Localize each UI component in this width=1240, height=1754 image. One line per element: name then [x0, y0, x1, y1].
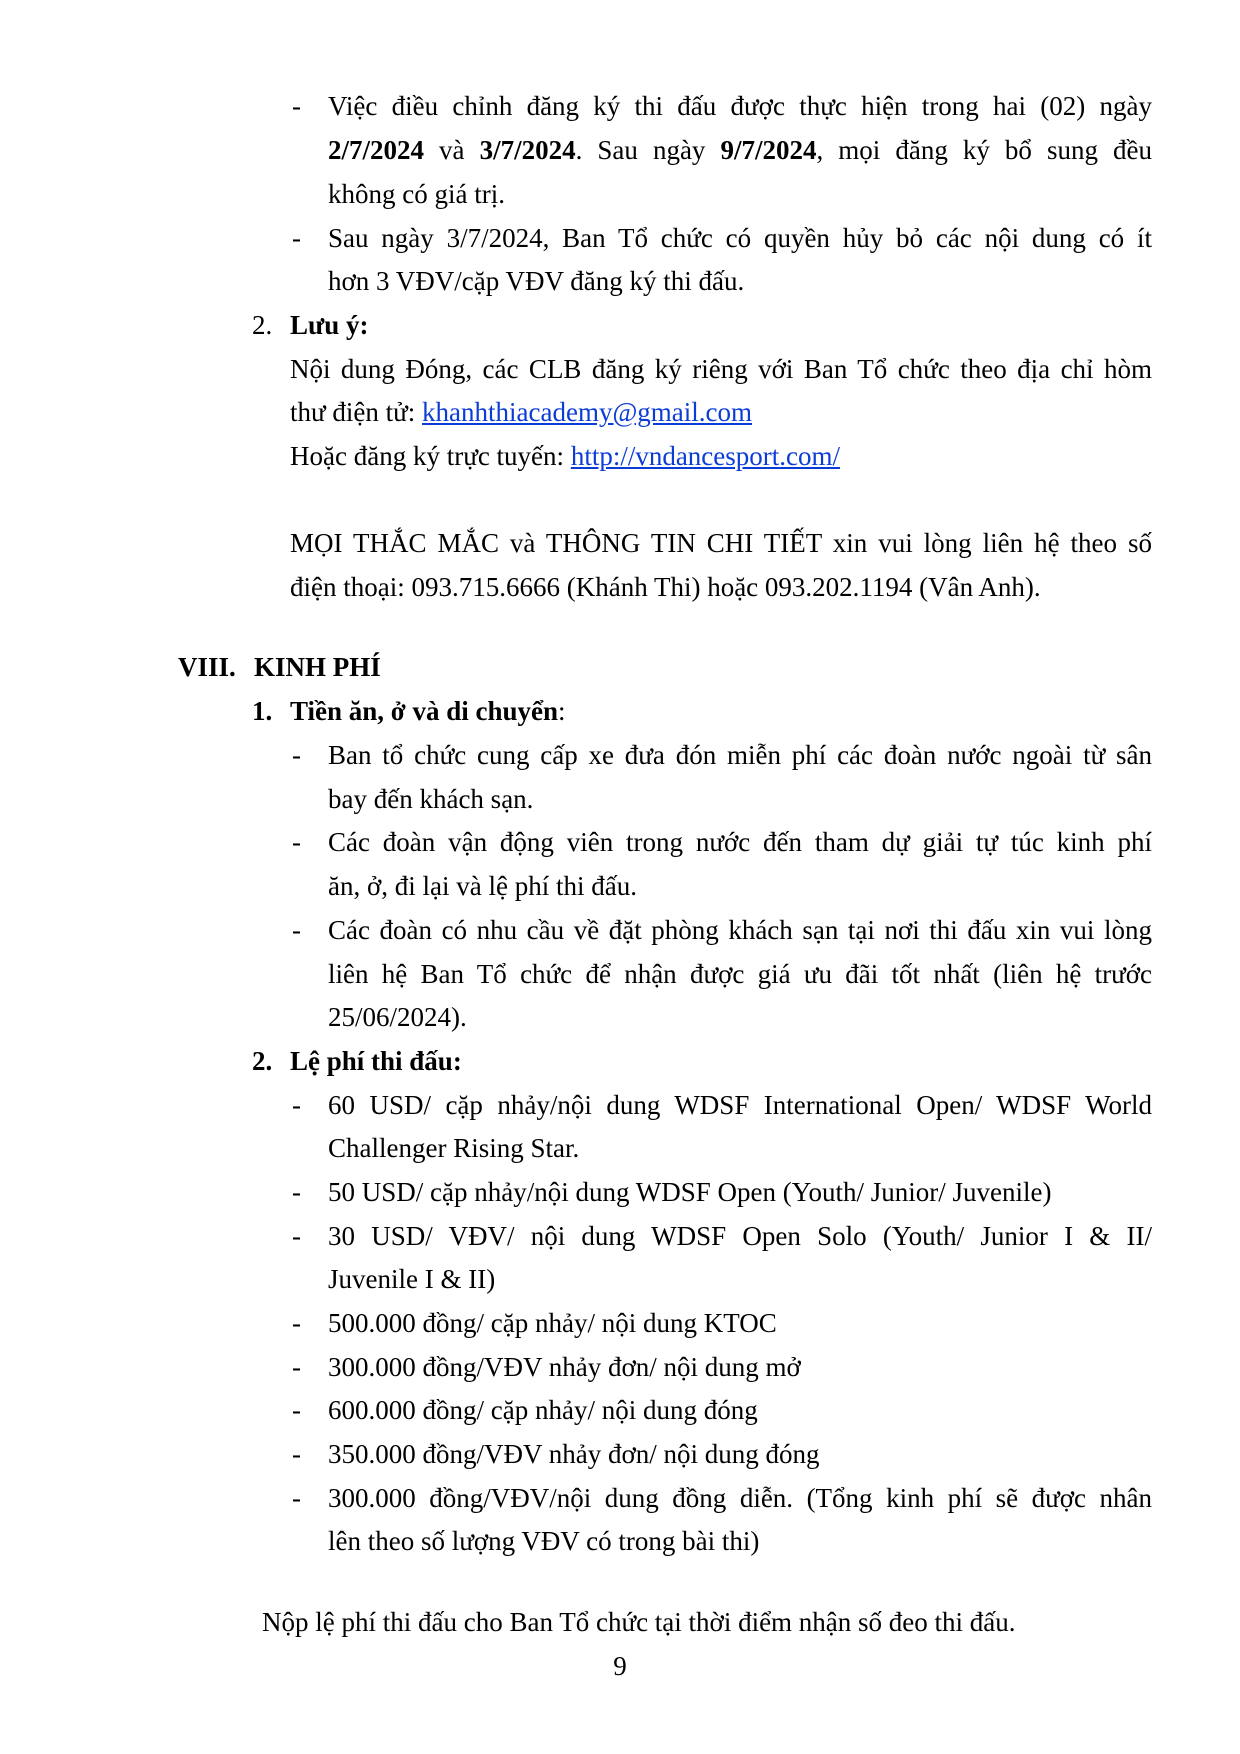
email-link[interactable]: khanhthiacademy@gmail.com	[422, 397, 753, 427]
list-number: 1.	[252, 696, 273, 726]
fee-item: Challenger Rising Star.	[328, 1133, 580, 1163]
fee-item: 350.000 đồng/VĐV nhảy đơn/ nội dung đóng	[328, 1439, 820, 1469]
closing-note: Nộp lệ phí thi đấu cho Ban Tổ chức tại thời điểm nhận số đeo thi đấu.	[262, 1607, 1016, 1637]
fee-item: 300.000 đồng/VĐV nhảy đơn/ nội dung mở	[328, 1352, 801, 1382]
fee-item: lên theo số lượng VĐV có trong bài thi)	[328, 1526, 760, 1556]
text-line	[328, 134, 1152, 166]
text-line	[290, 440, 840, 472]
text-line: ăn, ở, đi lại và lệ phí thi đấu.	[328, 871, 637, 901]
text-line: Các đoàn có nhu cầu về đặt phòng khách sạn tại nơi thi đấu xin vui lòng	[328, 915, 1152, 945]
text-line: hơn 3 VĐV/cặp VĐV đăng ký thi đấu.	[328, 266, 745, 296]
bullet-dash: -	[292, 1308, 301, 1338]
text-line: Các đoàn vận động viên trong nước đến tham dự giải tự túc kinh phí	[328, 827, 1152, 857]
text-line: Ban tổ chức cung cấp xe đưa đón miễn phí các đoàn nước ngoài từ sân	[328, 740, 1152, 770]
website-link[interactable]: http://vndancesport.com/	[570, 441, 841, 471]
text-line: 25/06/2024).	[328, 1002, 467, 1032]
bullet-dash: -	[292, 1177, 301, 1207]
fee-item: 30 USD/ VĐV/ nội dung WDSF Open Solo (Youth/ Junior I & II/	[328, 1221, 1152, 1251]
subsection-title	[290, 695, 566, 727]
section-title: KINH PHÍ	[254, 652, 381, 682]
section-numeral: VIII.	[178, 652, 236, 682]
fee-item: 300.000 đồng/VĐV/nội dung đồng diễn. (Tổng kinh phí sẽ được nhân	[328, 1483, 1152, 1513]
fee-item: 600.000 đồng/ cặp nhảy/ nội dung đóng	[328, 1395, 758, 1425]
bullet-dash: -	[292, 1221, 301, 1251]
text-fragment: thư điện tử:	[290, 397, 423, 427]
text-line: Sau ngày 3/7/2024, Ban Tổ chức có quyền hủy bỏ các nội dung có ít	[328, 223, 1152, 253]
text-fragment: và	[424, 135, 480, 165]
subsection-title: Lệ phí thi đấu:	[290, 1046, 462, 1076]
bullet-dash: -	[292, 223, 301, 253]
text-fragment: :	[558, 696, 566, 726]
subsection-title-text: Tiền ăn, ở và di chuyển	[290, 696, 559, 726]
bullet-dash: -	[292, 1483, 301, 1513]
date-bold: 3/7/2024	[479, 135, 576, 165]
bullet-dash: -	[292, 915, 301, 945]
list-number: 2.	[252, 1046, 273, 1076]
bullet-dash: -	[292, 1352, 301, 1382]
bullet-dash: -	[292, 740, 301, 770]
fee-item: 500.000 đồng/ cặp nhảy/ nội dung KTOC	[328, 1308, 777, 1338]
note-title: Lưu ý:	[290, 310, 369, 340]
text-line: Nội dung Đóng, các CLB đăng ký riêng với Ban Tổ chức theo địa chỉ hòm	[290, 354, 1152, 384]
text-line: không có giá trị.	[328, 179, 505, 209]
fee-item: 50 USD/ cặp nhảy/nội dung WDSF Open (Youth/ Junior/ Juvenile)	[328, 1177, 1052, 1207]
list-number: 2.	[252, 310, 273, 340]
bullet-dash: -	[292, 1090, 301, 1120]
bullet-dash: -	[292, 827, 301, 857]
text-line: bay đến khách sạn.	[328, 784, 534, 814]
text-fragment: , mọi đăng ký bổ sung đều	[816, 135, 1153, 165]
fee-item: 60 USD/ cặp nhảy/nội dung WDSF International Open/ WDSF World	[328, 1090, 1152, 1120]
date-bold: 2/7/2024	[328, 135, 425, 165]
text-line: MỌI THẮC MẮC và THÔNG TIN CHI TIẾT xin vui lòng liên hệ theo số	[290, 528, 1152, 558]
bullet-dash: -	[292, 1395, 301, 1425]
bullet-dash: -	[292, 1439, 301, 1469]
text-line: liên hệ Ban Tổ chức để nhận được giá ưu đãi tốt nhất (liên hệ trước	[328, 959, 1152, 989]
text-line	[290, 396, 752, 428]
text-fragment: . Sau ngày	[575, 135, 721, 165]
fee-item: Juvenile I & II)	[328, 1264, 496, 1294]
page-number: 9	[613, 1651, 627, 1681]
text-line: điện thoại: 093.715.6666 (Khánh Thi) hoặc 093.202.1194 (Vân Anh).	[290, 572, 1041, 602]
text-line: Việc điều chỉnh đăng ký thi đấu được thực hiện trong hai (02) ngày	[328, 91, 1152, 121]
date-bold: 9/7/2024	[720, 135, 817, 165]
bullet-dash: -	[292, 91, 301, 121]
text-fragment: Hoặc đăng ký trực tuyến:	[290, 441, 571, 471]
